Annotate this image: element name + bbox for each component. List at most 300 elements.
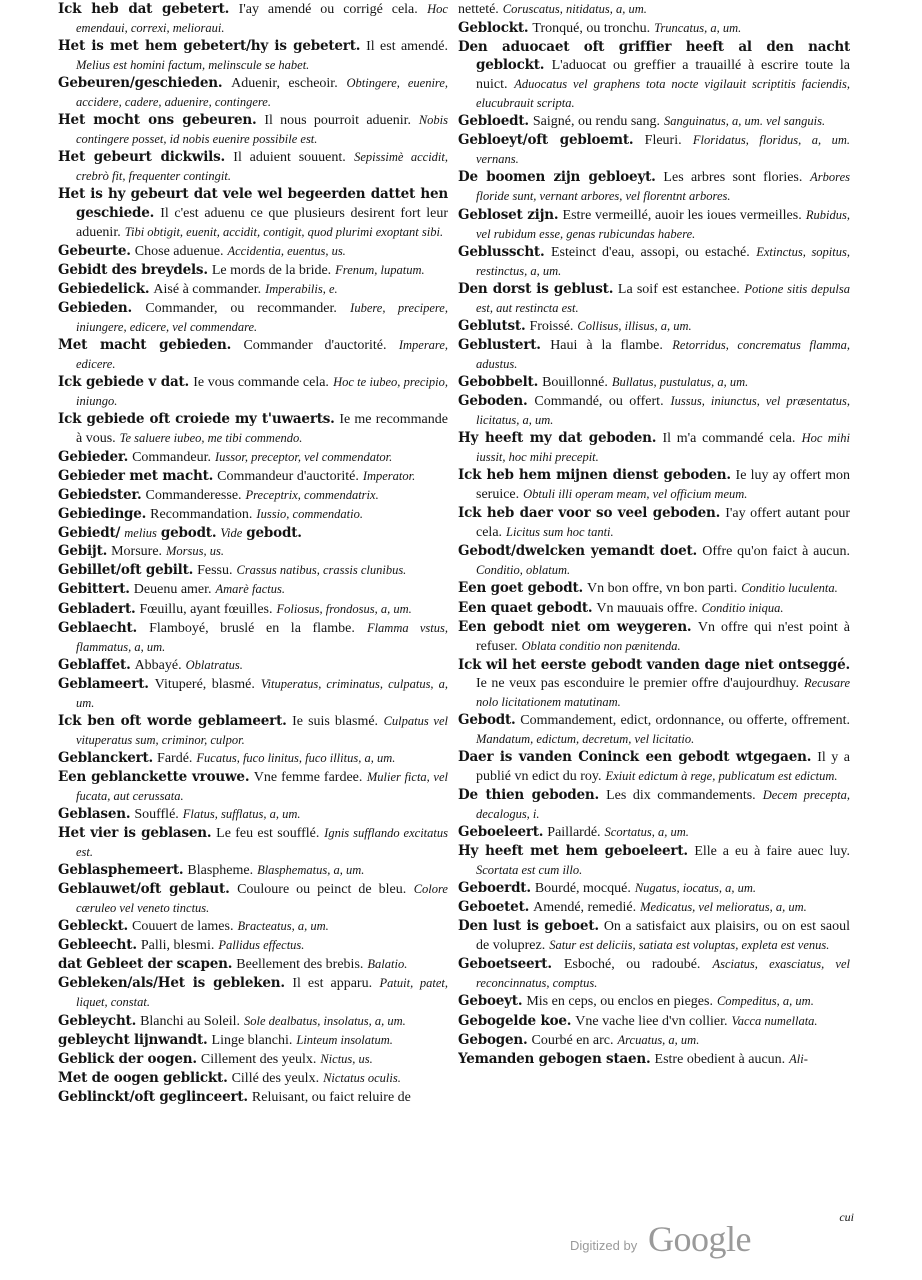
dictionary-entry (58, 1031, 448, 1050)
dictionary-entry (458, 879, 850, 898)
french-gloss: Commandé, ou offert. (534, 393, 664, 409)
french-gloss: Paillardé. (547, 825, 601, 841)
latin-gloss: Morsus, us. (166, 544, 225, 559)
latin-gloss: Ignis sufflando excitatus est. (76, 826, 448, 860)
headword: Geblauwet/oft geblaut. (58, 881, 230, 898)
headword: Gebiedelick. (58, 280, 150, 297)
latin-gloss: Extinctus, sopitus, restinctus, a, um. (476, 244, 850, 278)
headword: Den dorst is geblust. (458, 280, 614, 297)
latin-gloss: Medicatus, vel melioratus, a, um. (640, 900, 807, 915)
french-gloss: Il c'est aduenu ce que plusieurs desirent fort leur aduenir. (76, 205, 448, 240)
dictionary-entry (58, 37, 448, 74)
dictionary-entry (458, 19, 850, 38)
headword: Geblanckert. (58, 749, 154, 766)
french-gloss: Esboché, ou radoubé. (563, 957, 701, 973)
french-gloss: Bouillonné. (542, 374, 608, 390)
headword: Gebleecht. (58, 937, 137, 954)
latin-gloss: Flamma vstus, flammatus, a, um. (76, 620, 448, 654)
latin-gloss: Blasphematus, a, um. (257, 863, 365, 878)
headword: Gebillet/oft gebilt. (58, 562, 194, 579)
french-gloss: Offre qu'on faict à aucun. (702, 544, 850, 560)
dictionary-entry (58, 580, 448, 599)
latin-gloss: Nictatus oculis. (323, 1070, 401, 1085)
dictionary-entry (58, 749, 448, 768)
watermark-prefix: Digitized by (570, 1238, 638, 1253)
headword: Geboeleert. (458, 824, 544, 841)
latin-gloss: Potione sitis depulsa est, aut restincta est. (476, 281, 850, 315)
latin-gloss: Iussor, preceptor, vel commendator. (214, 450, 393, 465)
dictionary-entry (458, 599, 850, 618)
latin-gloss: Amarè factus. (215, 582, 285, 597)
latin-gloss: Hoc emendaui, correxi, melioraui. (76, 2, 448, 36)
french-gloss: Tronqué, ou tronchu. (532, 21, 651, 37)
right-column (458, 0, 850, 1232)
dictionary-entry (458, 243, 850, 280)
latin-gloss: Arcuatus, a, um. (617, 1032, 700, 1047)
french-gloss: Estre obedient à aucun. (654, 1051, 786, 1067)
dictionary-entry (58, 880, 448, 917)
dictionary-entry (58, 242, 448, 261)
dictionary-entry (458, 786, 850, 823)
latin-gloss: Conditio, oblatum. (476, 563, 571, 578)
headword: Ick heb hem mijnen dienst geboden. (458, 467, 731, 484)
latin-gloss: Linteum insolatum. (296, 1032, 393, 1047)
headword: Geblockt. (458, 20, 529, 37)
french-gloss: I'ay amendé ou corrigé cela. (238, 2, 418, 17)
french-gloss: Fœuillu, ayant fœuilles. (139, 601, 273, 617)
french-gloss: Esteinct d'eau, assopi, ou estaché. (550, 244, 750, 260)
latin-gloss: Scortatus, a, um. (604, 825, 689, 840)
latin-gloss: Vituperatus, criminatus, culpatus, a, um. (76, 676, 448, 710)
dictionary-entry (458, 748, 850, 786)
french-gloss: Fleuri. (644, 133, 682, 149)
headword: dat Gebleet der scapen. (58, 956, 233, 973)
latin-gloss: Scortata est cum illo. (476, 863, 583, 878)
french-gloss: Blaspheme. (187, 863, 254, 879)
french-gloss: Commandement, edict, ordonnance, ou offerte, offrement. (520, 712, 850, 728)
french-gloss: Le mords de la bride. (211, 262, 332, 278)
dictionary-entry (58, 280, 448, 299)
dictionary-entry (58, 1069, 448, 1088)
french-gloss: Palli, blesmi. (140, 938, 215, 954)
headword: Een geblanckette vrouwe. (58, 768, 250, 785)
headword: Het vier is geblasen. (58, 825, 212, 842)
latin-gloss: Aduocatus vel graphens tota nocte vigilauit scriptitis faciendis, elucubrauit scripta. (476, 77, 850, 111)
headword: Gebogen. (458, 1031, 528, 1048)
french-gloss: Fessu. (197, 563, 233, 579)
dictionary-entry (458, 392, 850, 429)
headword: Gebieder met macht. (58, 468, 214, 485)
latin-gloss: Nugatus, iocatus, a, um. (634, 881, 757, 896)
dictionary-entry (458, 1031, 850, 1050)
latin-gloss: Pallidus effectus. (218, 938, 305, 953)
dictionary-entry (58, 111, 448, 148)
headword: Gebiedster. (58, 487, 142, 504)
headword: Gebloedt. (458, 113, 529, 130)
dictionary-entry (58, 768, 448, 805)
french-gloss: Flamboyé, bruslé en la flambe. (149, 620, 355, 636)
dictionary-entry (58, 467, 448, 486)
dictionary-entry (458, 917, 850, 955)
french-gloss: Il est amendé. (366, 39, 448, 55)
headword: Het is met hem gebetert/hy is gebetert. (58, 38, 361, 55)
headword: Gebleycht. (58, 1012, 137, 1029)
dictionary-entry (458, 842, 850, 879)
french-gloss: Les arbres sont flories. (663, 170, 803, 186)
headword: Het mocht ons gebeuren. (58, 112, 257, 129)
latin-gloss: Asciatus, exasciatus, vel reconcinnatus, comptus. (476, 957, 850, 991)
headword: Geblustert. (458, 336, 541, 353)
latin-gloss: Vacca numellata. (731, 1013, 818, 1028)
latin-gloss: Hoc te iubeo, precipio, iniungo. (76, 374, 448, 408)
latin-gloss: Sanguinatus, a, um. vel sanguis. (663, 114, 826, 129)
latin-gloss: Retorridus, concrematus flamma, adustus. (476, 337, 850, 371)
dictionary-entry (58, 600, 448, 619)
headword: Ick heb daer voor so veel geboden. (458, 505, 721, 522)
latin-gloss: Bracteatus, a, um. (237, 919, 329, 934)
dictionary-entry (58, 505, 448, 524)
headword: Geblasen. (58, 806, 131, 823)
latin-gloss: Foliosus, frondosus, a, um. (276, 601, 412, 616)
latin-gloss: Exiuit edictum à rege, publicatum est edictum. (605, 768, 838, 783)
dictionary-entry (58, 955, 448, 974)
dictionary-entry (58, 619, 448, 656)
latin-gloss: Culpatus vel vituperatus sum, criminor, culpor. (76, 713, 448, 747)
french-gloss: Ie suis blasmé. (292, 713, 379, 729)
dictionary-entry (58, 1012, 448, 1031)
headword: Geblinckt/oft geglinceert. (58, 1088, 248, 1105)
dictionary-entry (58, 917, 448, 936)
dictionary-entry (458, 373, 850, 392)
french-gloss: Deuenu amer. (133, 582, 212, 598)
headword: Gebleken/als/Het is gebleken. (58, 975, 285, 992)
headword: Een gebodt niet om weygeren. (458, 618, 692, 635)
latin-gloss: Conditio luculenta. (741, 581, 838, 596)
headword: Geblasphemeert. (58, 862, 184, 879)
french-gloss: Soufflé. (134, 807, 179, 823)
latin-gloss: Bullatus, pustulatus, a, um. (611, 374, 749, 389)
latin-gloss: Iubere, precipere, iniungere, edicere, vel commendare. (76, 300, 448, 334)
headword: Geblutst. (458, 317, 526, 334)
headword: Geblameert. (58, 675, 149, 692)
dictionary-entry (58, 805, 448, 824)
dictionary-entry (58, 542, 448, 561)
dictionary-entry (58, 861, 448, 880)
headword: Ick heb dat gebetert. (58, 1, 230, 17)
latin-gloss: Oblata conditio non pænitenda. (521, 638, 681, 653)
dictionary-entry (458, 656, 850, 711)
headword: Gebeuren/geschieden. (58, 75, 223, 92)
french-gloss: Les dix commandements. (606, 787, 756, 803)
french-gloss: Vn mauuais offre. (596, 600, 698, 616)
latin-gloss: Decem precepta, decalogus, i. (476, 787, 850, 822)
dictionary-entry (458, 823, 850, 842)
dictionary-entry (58, 1050, 448, 1069)
latin-gloss: Crassus natibus, crassis clunibus. (236, 563, 407, 578)
french-gloss: Vne femme fardee. (253, 769, 363, 785)
french-gloss: Vituperé, blasmé. (154, 676, 255, 692)
latin-gloss: Tibi obtigit, euenit, accidit, contigit, quod plurimi exoptant sibi. (124, 224, 444, 239)
headword: Ick gebiede v dat. (58, 373, 190, 390)
dictionary-entry (58, 148, 448, 185)
french-gloss: Vn bon offre, vn bon parti. (587, 581, 738, 597)
headword: Gebodt/dwelcken yemandt doet. (458, 543, 698, 560)
latin-gloss: Conditio iniqua. (701, 600, 784, 615)
headword: De thien geboden. (458, 786, 600, 803)
latin-gloss: Mulier ficta, vel fucata, aut cerussata. (76, 769, 448, 803)
latin-gloss: Vide (220, 526, 243, 541)
headword: De boomen zijn gebloeyt. (458, 169, 656, 186)
french-gloss: Bourdé, mocqué. (534, 881, 631, 897)
dictionary-entry (58, 0, 448, 37)
headword: Ick wil het eerste gebodt vanden dage niet ontseggé. (458, 656, 850, 673)
headword: Daer is vanden Coninck een gebodt wtgegaen. (458, 748, 812, 765)
headword: Gebloeyt/oft gebloemt. (458, 132, 634, 149)
latin-gloss: Compeditus, a, um. (716, 994, 814, 1009)
latin-gloss: Imperabilis, e. (265, 281, 338, 296)
dictionary-entry (458, 336, 850, 373)
french-gloss: netteté. (458, 2, 499, 17)
french-gloss: Amendé, remedié. (533, 900, 637, 916)
latin-gloss: Hoc mihi iussit, hoc mihi precepit. (476, 431, 850, 465)
dictionary-entry (458, 504, 850, 542)
french-gloss: Froissé. (529, 318, 574, 334)
dictionary-entry (458, 112, 850, 131)
dictionary-entry (58, 675, 448, 712)
dictionary-entry (458, 429, 850, 466)
latin-gloss: Obtuli illi operam meam, vel officium meum. (523, 487, 748, 502)
dictionary-entry (58, 656, 448, 675)
french-gloss: Haui à la flambe. (550, 337, 663, 353)
french-gloss: Ie me recommande à vous. (76, 412, 448, 447)
dictionary-entry (58, 185, 448, 241)
french-gloss: Cillé des yeulx. (231, 1070, 320, 1086)
french-gloss: Ie ne veux pas esconduire le premier offre d'aujourdhuy. (476, 675, 799, 691)
latin-gloss: Floridatus, floridus, a, um. vernans. (476, 133, 850, 167)
latin-gloss: Sole dealbatus, insolatus, a, um. (244, 1013, 406, 1028)
french-gloss: Couuert de lames. (131, 919, 234, 935)
french-gloss: Il y a publié vn edict du roy. (476, 749, 850, 784)
french-gloss: Commander, ou recommander. (145, 300, 337, 316)
catchword: cui (839, 1210, 854, 1224)
headword: gebodt. (160, 525, 217, 542)
dictionary-entry (58, 936, 448, 955)
french-gloss: Le feu est soufflé. (216, 826, 320, 842)
headword: gebodt. (246, 525, 302, 542)
latin-gloss: Accidentia, euentus, us. (227, 243, 346, 258)
headword: Geboerdt. (458, 880, 531, 897)
dictionary-entry (458, 168, 850, 205)
headword: Gebieden. (58, 299, 133, 316)
latin-gloss: Colore cæruleo vel veneto tinctus. (76, 882, 448, 916)
headword: gebleycht lijnwandt. (58, 1031, 208, 1048)
french-gloss: Commanderesse. (145, 488, 242, 504)
left-column (58, 0, 448, 1232)
headword: Gebieder. (58, 449, 129, 466)
headword: Met de oogen geblickt. (58, 1069, 228, 1086)
french-gloss: Vne vache liee d'vn collier. (575, 1013, 728, 1029)
french-gloss: L'aduocat ou greffier a trauaillé à escrire toute la nuict. (476, 58, 850, 93)
french-gloss: Il est apparu. (292, 976, 373, 992)
dictionary-entry (58, 299, 448, 336)
latin-gloss: Nobis contingere posset, id nobis euenire possibile est. (76, 113, 448, 147)
latin-gloss: Melius est homini factum, melinscule se habet. (76, 58, 310, 73)
dictionary-entry (58, 712, 448, 749)
french-gloss: Reluisant, ou faict reluire de (251, 1089, 411, 1105)
french-gloss: Commandeur d'auctorité. (217, 469, 359, 485)
headword: Gebiedinge. (58, 506, 147, 523)
headword: Gebladert. (58, 600, 136, 617)
latin-gloss: Ali- (789, 1051, 808, 1066)
french-gloss: Mis en ceps, ou enclos en pieges. (526, 994, 713, 1010)
french-gloss: Blanchi au Soleil. (140, 1013, 241, 1029)
dictionary-entry (458, 992, 850, 1011)
latin-gloss: Imperator. (362, 469, 416, 484)
headword: Een quaet gebodt. (458, 599, 593, 616)
latin-gloss: Te saluere iubeo, me tibi commendo. (119, 431, 303, 446)
headword: Geboeyt. (458, 993, 523, 1010)
dictionary-entry (58, 74, 448, 111)
dictionary-entry (58, 974, 448, 1011)
headword: Gebogelde koe. (458, 1012, 572, 1029)
headword: Gebloset zijn. (458, 206, 559, 223)
french-gloss: Beellement des brebis. (236, 957, 364, 973)
french-gloss: Chose aduenue. (134, 243, 224, 259)
latin-gloss: Nictus, us. (320, 1051, 373, 1066)
headword: Gebittert. (58, 581, 130, 598)
headword: Het gebeurt dickwils. (58, 149, 225, 166)
headword: Gebidt des breydels. (58, 261, 208, 278)
french-gloss: Il nous pourroit aduenir. (264, 113, 412, 129)
dictionary-entry (458, 0, 850, 19)
headword: Gebiedt/ (58, 525, 121, 542)
french-gloss: La soif est estanchee. (617, 281, 740, 297)
dictionary-entry (58, 261, 448, 280)
latin-gloss: Imperare, edicere. (76, 337, 448, 371)
dictionary-entry (458, 131, 850, 168)
latin-gloss: Satur est deliciis, satiata est voluptas, expleta est venus. (549, 938, 830, 953)
dictionary-entry (458, 280, 850, 317)
french-gloss: Il aduient souuent. (233, 150, 346, 166)
latin-gloss: Oblatratus. (185, 657, 243, 672)
dictionary-entry (58, 824, 448, 861)
dictionary-entry (58, 336, 448, 373)
latin-gloss: Sepissimè accidit, crebrò fit, frequenter contingit. (76, 150, 448, 184)
dictionary-entry (458, 898, 850, 917)
french-gloss: Courbé en arc. (531, 1032, 614, 1048)
dictionary-entry (458, 618, 850, 656)
headword: Gebeurte. (58, 242, 131, 259)
dictionary-entry (458, 206, 850, 243)
latin-gloss: Mandatum, edictum, decretum, vel licitatio. (476, 731, 695, 746)
headword: Geboden. (458, 392, 528, 409)
headword: Geboetseert. (458, 956, 552, 973)
latin-gloss: Obtingere, euenire, accidere, cadere, aduenire, contingere. (76, 76, 448, 110)
headword: Gebodt. (458, 711, 516, 728)
latin-gloss: Coruscatus, nitidatus, a, um. (502, 2, 647, 16)
dictionary-entry (58, 373, 448, 410)
headword: Yemanden gebogen staen. (458, 1050, 651, 1067)
headword: Gebleckt. (58, 918, 128, 935)
french-gloss: Couloure ou peinct de bleu. (237, 882, 407, 898)
headword: Ick ben oft worde geblameert. (58, 712, 287, 729)
dictionary-entry (458, 1050, 850, 1069)
dictionary-entry (58, 448, 448, 467)
digitized-by-google-watermark (570, 1218, 770, 1268)
headword: Geblick der oogen. (58, 1050, 197, 1067)
headword: Geblaffet. (58, 656, 131, 673)
french-gloss: On a satisfaict aux plaisirs, ou on est saoul de voluprez. (476, 919, 850, 954)
dictionary-entry (458, 711, 850, 748)
french-gloss: Recommandation. (150, 507, 253, 523)
dictionary-entry (58, 486, 448, 505)
headword: Een goet gebodt. (458, 580, 584, 597)
dictionary-entry (458, 1012, 850, 1031)
french-gloss: Fardé. (157, 750, 193, 766)
headword: Geboetet. (458, 899, 530, 916)
dictionary-entry (458, 542, 850, 579)
latin-gloss: Truncatus, a, um. (654, 21, 742, 36)
dictionary-entry (58, 1088, 448, 1107)
french-gloss: Ie vous commande cela. (193, 374, 329, 390)
headword: Hy heeft my dat geboden. (458, 430, 657, 447)
french-gloss: Aduenir, escheoir. (231, 76, 338, 92)
dictionary-entry (458, 466, 850, 504)
latin-gloss: Patuit, patet, liquet, constat. (76, 976, 448, 1010)
latin-gloss: Rubidus, vel rubidum esse, genas rubicundas habere. (476, 207, 850, 241)
dictionary-entry (58, 524, 448, 542)
dictionary-entry (458, 38, 850, 112)
dictionary-entry (458, 579, 850, 598)
latin-gloss: Preceptrix, commendatrix. (245, 488, 379, 503)
latin-gloss: Fucatus, fuco linitus, fuco illitus, a, um. (196, 750, 396, 765)
google-logo: Google (648, 1219, 751, 1259)
french-gloss: Il m'a commandé cela. (662, 431, 796, 447)
french-gloss: I'ay offert autant pour cela. (476, 506, 850, 541)
headword: Geblaecht. (58, 619, 137, 636)
dictionary-entry (458, 317, 850, 336)
headword: Hy heeft met hem geboeleert. (458, 843, 688, 860)
headword: Gebijt. (58, 543, 108, 560)
french-gloss: Vn offre qui n'est point à refuser. (476, 619, 850, 654)
french-gloss: Elle a eu à faire auec luy. (694, 844, 850, 860)
headword: Den aduocaet oft griffier heeft al den nacht geblockt. (458, 39, 850, 74)
dictionary-entry (458, 955, 850, 992)
dictionary-entry (58, 561, 448, 580)
headword: Geblusscht. (458, 243, 545, 260)
french-gloss: Abbayé. (134, 657, 182, 673)
french-gloss: Linge blanchi. (211, 1032, 293, 1048)
latin-gloss: Arbores floride sunt, vernant arbores, vel florentnt arbores. (476, 170, 850, 204)
dictionary-entry (58, 410, 448, 448)
latin-gloss: Balatio. (367, 957, 408, 972)
french-gloss: Commandeur. (132, 450, 211, 466)
headword: Gebobbelt. (458, 373, 539, 390)
french-gloss: Morsure. (111, 544, 163, 560)
headword: Ick gebiede oft croiede my t'uwaerts. (58, 411, 335, 428)
headword: Het is hy gebeurt dat vele wel begeerden dattet hen geschiede. (58, 186, 448, 221)
latin-gloss: Iussus, iniunctus, vel præsentatus, licitatus, a, um. (476, 393, 850, 428)
french-gloss: Aisé à commander. (153, 281, 262, 297)
latin-gloss: Flatus, sufflatus, a, um. (182, 807, 301, 822)
french-gloss: Saigné, ou rendu sang. (532, 114, 660, 130)
headword: Met macht gebieden. (58, 336, 232, 353)
latin-gloss: Recusare nolo licitationem matutinam. (476, 675, 850, 709)
latin-gloss: Iussio, commendatio. (256, 507, 364, 522)
french-gloss: Estre vermeillé, auoir les ioues vermeilles. (562, 207, 802, 223)
latin-gloss: melius (124, 526, 157, 541)
latin-gloss: Frenum, lupatum. (335, 262, 425, 277)
